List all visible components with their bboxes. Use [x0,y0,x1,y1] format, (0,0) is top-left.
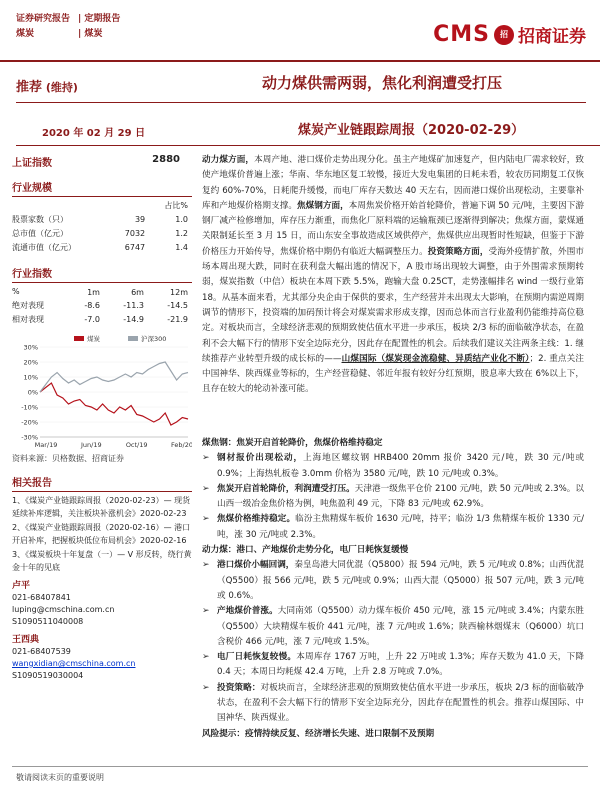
author-name: 卢平 [12,581,31,591]
logo-cn: 招商证券 [518,27,586,47]
bullet-lead: 焦炭开启首轮降价，利润遭受打压。 [217,483,355,494]
list-item [202,681,584,727]
arrow-bullet-icon: ➢ [202,606,210,617]
perf-header-cell: % [12,287,20,296]
legend-swatch [74,336,84,341]
cell-value: 7032 [124,229,146,238]
author-1 [12,580,192,628]
section-heading-thermal: 动力煤：港口、产地煤价走势分化，电厂日耗恢复缓慢 [202,545,409,556]
risk-lead: 风险提示： [202,728,245,739]
section-heading-coke: 煤焦钢：焦炭开启首轮降价，焦煤价格维持稳定 [202,438,383,448]
author-email[interactable]: luping@cmschina.com.cn [12,605,115,614]
author-2 [12,634,192,682]
legend-swatch [128,336,138,341]
y-tick-label: -30% [21,433,38,442]
cell-value: -14.9 [123,315,144,324]
bullet-text: 上海地区螺纹钢 HRB400 20mm 报价 3420 元/吨，跌 30 元/吨或 0.9%；上海热轧板卷 3.0mm 价格为 3580 元/吨，跌 10 元/吨或 0.3%。 [217,453,584,479]
perf-header-cell: 12m [170,287,188,297]
summary-lead-1: 动力煤方面， [202,155,255,165]
table-row [12,227,192,241]
table-row [12,213,192,227]
series-line-0 [40,383,188,425]
cms-logo [433,22,586,47]
author-name: 王西典 [12,635,40,645]
list-item [202,512,584,543]
author-cert: S1090519030004 [12,671,84,680]
risk-text: 疫情持续反复、经济增长失速、进口限制不及预期 [244,728,435,739]
report-subtype: | 定期报告 [78,14,121,24]
report-title: 动力煤供需两弱，焦化利润遭受打压 [262,74,503,92]
cell-label: 流通市值（亿元） [12,243,76,252]
cell-value: -21.9 [167,315,188,324]
author-phone: 021-68407841 [12,593,71,602]
cell-value: 39 [134,215,146,224]
table-row [12,241,192,255]
logo-circle-icon: 招 [494,25,514,45]
title-rule [16,102,586,103]
bullet-text: 天津港一级焦平仓价 2100 元/吨，跌 50 元/吨或 2.3%。以山西一级冶金焦价格为例，吨焦盈利 49 元，下降 83 元/吨或 62.9%。 [217,483,584,510]
list-item [202,482,584,513]
related-report-link[interactable]: 1、《煤炭产业链跟踪周报（2020-02-23）— 现货延续补库逻辑，关注板块补涨机会》2020-02-23 [12,496,191,518]
cell-value: -7.0 [84,315,100,324]
x-tick-label: Jun/19 [81,441,102,449]
rating-label: 推荐 [16,80,43,95]
list-item [202,650,584,681]
cell-label: 相对表现 [12,315,44,324]
arrow-bullet-icon: ➢ [202,652,210,663]
rating-sub: (维持) [45,81,78,94]
related-report-link[interactable]: 3、《煤炭板块十年复盘（一）— V 形反转，绕行黄金十年的见底 [12,550,192,572]
y-tick-label: -10% [21,403,38,412]
bullet-lead: 电厂日耗恢复较慢。 [217,652,297,663]
x-tick-label: Mar/19 [34,441,58,449]
industry-title: 行业规模 [12,179,192,197]
detail-section [202,436,584,742]
y-tick-label: 20% [23,358,38,367]
summary [202,153,584,398]
footer-note: 敬请阅读末页的重要说明 [16,773,104,782]
arrow-bullet-icon: ➢ [202,483,210,494]
perf-header-cell: 6m [131,287,144,297]
sector-sub: | 煤炭 [78,29,103,39]
summary-lead-2: 焦煤钢方面， [296,200,349,211]
bullet-text: 大同南郊（Q5500）动力煤车板价 450 元/吨，涨 15 元/吨或 3.4%；内蒙东胜（Q5500）大块精煤车板价 441 元/吨，涨 7 元/吨或 1.6%；陕西榆林烟煤末（Q6000）坑口含税价 466 元/吨，涨 7 元/吨或 1.5%。 [217,606,584,647]
chart-source: 资料来源：贝格数据、招商证券 [12,454,124,463]
cell-value: 6747 [124,243,146,252]
legend-label: 煤炭 [87,335,100,343]
cell-value: -11.3 [123,301,144,310]
subtitle-rule [16,145,600,146]
related-report-link[interactable]: 2、《煤炭产业链跟踪周报（2020-02-16）— 港口开启补库，把握板块低位布局机会》2020-02-16 [12,523,191,545]
performance-chart [12,333,192,451]
cell-pct: 1.4 [175,243,188,252]
arrow-bullet-icon: ➢ [202,514,210,525]
report-subtitle: 煤炭产业链跟踪周报（2020-02-29） [298,123,525,138]
summary-text-1: 本周产地、港口煤价走势出现分化。虽主产地煤矿加速复产，但内陆电厂需求较好，致使产地煤价普遍上涨；华南、华东地区复工较慢，接近大发电集团的日耗未看，较农历同期复工仅恢复约 60%-70%，日耗爬升缓慢，而电厂库存天数达 40 天左右，因而港口煤价出现松动，主要靠补库和产地煤价格期支撑。 [202,155,584,211]
rating [16,76,78,95]
cell-label: 总市值（亿元） [12,229,68,238]
related-list [12,494,192,574]
cell-value: -14.5 [167,301,188,310]
cell-value: -8.6 [84,301,100,310]
summary-lead-3: 投资策略方面， [427,246,489,257]
summary-text-3b: ；2. 重点关注中国神华、陕西煤业等标的，生产经营稳健、邻近年报有较好分红预期，股息率大致在 6%以上下，且存在较大的轮动补涨可能。 [202,353,584,395]
perf-header-cell: 1m [87,287,100,297]
bullet-lead: 港口煤价小幅回调， [217,560,295,571]
perf-header-row [12,285,192,299]
summary-text-3a: 受海外疫情扩散，外围市场本周出现大跌，同时在获利盘大幅出逃的情况下，A 股市场出现较大调整，由于外围需求预期转弱，煤炭指数（中信）板块在本周下跌 5.5%，跑输大盘 0.25CT，走势涨幅排名 wind 一级行业第 18。从基本面来看，尤其部分央企由于保供的要求，生产经营并未出现太大影响，在预期内需逆周期调节的情形下，投资端的加码预计将会对煤炭需求形成支撑，因而总体而言行业盈利仍能维持高位稳定。对板块而言，全球经济悲观的预期致使估值水平进一步承压，板块 2/3 标的面临破净状态，在盈利不会大幅下行的情形下安全边际充分，因此存在配置性的机会。后续我们建议关注两条主线：1. 继续推荐产业转型升级的成长标的—— [202,246,584,364]
x-tick-label: Oct/19 [125,441,148,449]
cell-label: 股票家数（只） [12,215,68,224]
header-left [16,12,120,42]
author-phone: 021-68407539 [12,647,71,656]
arrow-bullet-icon: ➢ [202,560,210,571]
author-email[interactable]: wangxidian@cmschina.com.cn [12,659,136,668]
related-title: 相关报告 [12,474,192,492]
perf-table [12,285,192,327]
industry-table [12,199,192,255]
table-row [12,313,192,327]
bullet-lead: 产地煤价普涨。 [217,606,278,617]
header-rule [0,60,600,62]
author-cert: S1090511040008 [12,617,84,626]
index-row [12,154,192,169]
y-tick-label: -20% [21,418,38,427]
y-tick-label: 10% [23,373,38,382]
perf-title: 行业指数 [12,265,192,283]
bullet-lead: 钢材报价出现松动， [217,453,304,464]
index-value: 2880 [152,154,180,165]
arrow-bullet-icon: ➢ [202,453,210,464]
report-type: 证券研究报告 [16,14,71,24]
legend-label: 沪深300 [141,335,167,343]
list-item [202,451,584,482]
industry-header: 占比% [164,201,188,210]
bullet-text: 秦皇岛港大同优混（Q5800）报 594 元/吨，跌 5 元/吨或 0.8%；山西优混（Q5500）报 566 元/吨，跌 5 元/吨或 0.9%；山西大混（Q5000）报 507 元/吨，跌 3 元/吨或 0.6%。 [217,560,584,601]
cell-pct: 1.2 [175,229,188,238]
list-item [202,604,584,650]
risk-line [202,727,584,742]
footer-rule [12,766,588,767]
cell-label: 绝对表现 [12,301,44,310]
bullet-text: 对板块而言，全球经济悲观的预期致使估值水平进一步承压，板块 2/3 标的面临破净状态，在盈利不会大幅下行的情形下安全边际充分，因此存在配置性的机会。推荐山煤国际、中国神华、陕西煤业。 [217,682,584,724]
logo-latin: CMS [433,22,490,47]
sector: 煤炭 [16,29,35,39]
performance-chart-svg [12,333,192,451]
bullet-lead: 投资策略： [217,682,261,693]
report-date: 2020 年 02 月 29 日 [42,128,146,139]
x-tick-label: Feb/20 [171,441,192,449]
sidebar [12,154,192,682]
index-label: 上证指数 [12,158,52,169]
summary-highlight: 山煤国际（煤炭现金流稳健、异质结产业化不断） [341,353,530,364]
bullet-text: 本周库存 1767 万吨，上升 22 万吨或 1.3%；库存天数为 41.0 天，下降 0.4 天；本周日均耗煤 42.4 万吨，上升 2.8 万吨或 7.0%。 [217,652,584,678]
y-tick-label: 0% [27,388,38,397]
table-row [12,299,192,313]
list-item [202,558,584,604]
bullet-lead: 焦煤价格维持稳定。 [217,514,296,525]
bullet-text: 临汾主焦精煤车板价 1630 元/吨，持平；临汾 1/3 焦精煤车板价 1330 元/吨，涨 30 元/吨或 2.3%。 [217,514,584,540]
y-tick-label: 30% [23,343,38,352]
cell-pct: 1.0 [175,215,188,224]
arrow-bullet-icon: ➢ [202,682,210,693]
summary-text-2: 本周焦炭价格开始首轮降价，普遍下调 50 元/吨，主要因下游钢厂减产检修增加，库存压力渐重，而焦化厂原料端的运输瓶颈已逐渐得到解决；焦煤方面，蒙煤通关限制延长至 3 月 15 日，而山东安全事故造成区域供停产，焦煤供应出现暂时性短缺，但鉴于下游价格压力开始传导，焦煤价格中期仍有临近大幅调整压力。 [202,200,584,257]
